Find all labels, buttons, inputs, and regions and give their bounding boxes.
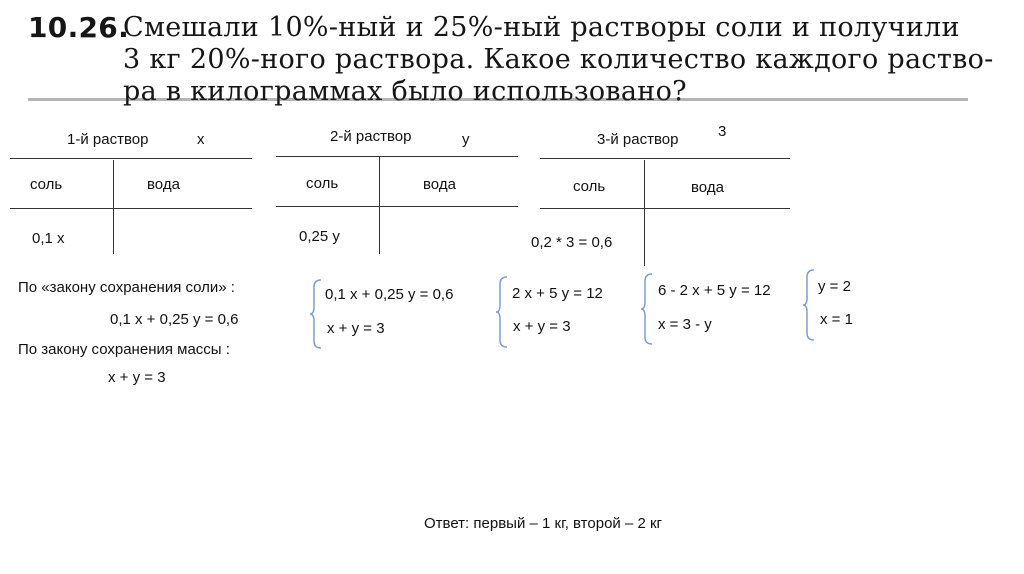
table-3-salt-value: 0,2 * 3 = 0,6 (531, 234, 613, 251)
table-3-column-divider (644, 160, 645, 266)
system-4-eq-2: x = 1 (820, 311, 853, 328)
table-3-title: 3-й раствор (597, 131, 679, 148)
problem-line-2: 3 кг 20%-ного раствора. Какое количество каждого раство- (123, 44, 994, 75)
system-1-eq-2: x + y = 3 (327, 320, 385, 337)
table-1-top-rule (10, 158, 252, 159)
table-1-title: 1-й раствор (67, 131, 149, 148)
table-2-title: 2-й раствор (330, 128, 412, 145)
system-1-eq-1: 0,1 x + 0,25 y = 0,6 (325, 286, 454, 303)
system-2-eq-2: x + y = 3 (513, 318, 571, 335)
table-1-salt-value: 0,1 x (32, 230, 65, 247)
answer-text: Ответ: первый – 1 кг, второй – 2 кг (424, 515, 663, 532)
system-2-eq-1: 2 x + 5 y = 12 (512, 285, 603, 302)
salt-law-equation: 0,1 x + 0,25 y = 0,6 (110, 311, 239, 328)
table-2-salt-value: 0,25 y (299, 228, 340, 245)
problem-line-3: ра в килограммах было использовано? (123, 76, 687, 107)
table-2-col-water: вода (423, 176, 456, 193)
problem-statement (28, 4, 994, 107)
table-1-col-salt: соль (30, 176, 63, 193)
table-1-header-rule (10, 208, 252, 209)
system-4-brace (802, 269, 816, 341)
salt-law-label: По «закону сохранения соли» : (18, 279, 235, 296)
table-3-variable: 3 (718, 123, 727, 140)
system-1-brace (309, 279, 323, 349)
scan-edge-divider (28, 98, 968, 106)
table-1-variable: x (197, 131, 205, 148)
table-3-col-water: вода (691, 179, 724, 196)
table-2-col-salt: соль (306, 175, 339, 192)
table-1-col-water: вода (147, 176, 180, 193)
table-2-header-rule (276, 206, 518, 207)
mass-law-equation: x + y = 3 (108, 369, 166, 386)
table-3-col-salt: соль (573, 178, 606, 195)
system-3-brace (640, 273, 654, 345)
table-2-top-rule (276, 156, 518, 157)
table-1-column-divider (113, 160, 114, 254)
system-2-brace (495, 276, 509, 348)
table-2-column-divider (379, 157, 380, 254)
table-3-top-rule (540, 158, 790, 159)
system-4-eq-1: y = 2 (818, 278, 851, 295)
table-2-variable: y (462, 131, 470, 148)
table-3-header-rule (540, 208, 790, 209)
system-3-eq-2: x = 3 - y (658, 316, 712, 333)
system-3-eq-1: 6 - 2 x + 5 y = 12 (658, 282, 771, 299)
problem-number: 10.26. (28, 11, 130, 44)
mass-law-label: По закону сохранения массы : (18, 341, 230, 358)
problem-line-1: Смешали 10%-ный и 25%-ный растворы соли и получили (123, 12, 960, 43)
